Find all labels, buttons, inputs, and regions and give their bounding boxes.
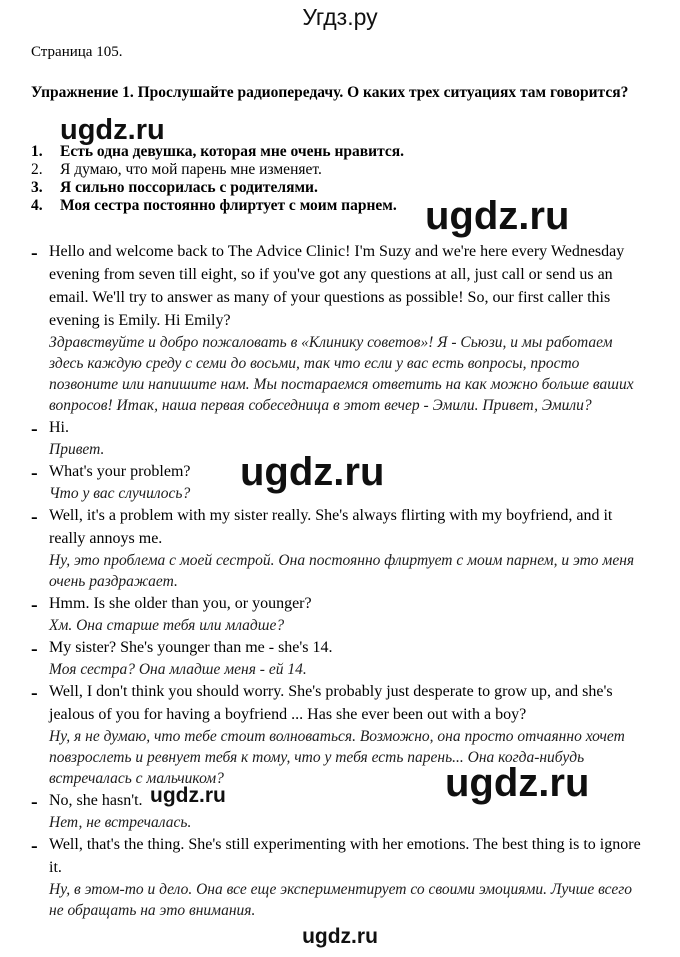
watermark: ugdz.ru <box>60 114 165 146</box>
dash-marker: - <box>31 638 38 660</box>
watermark: ugdz.ru <box>150 784 226 807</box>
english-line: Well, it's a problem with my sister really. She's always flirting with my boyfriend, and it really annoys me. <box>49 507 613 547</box>
english-line: Well, I don't think you should worry. She's probably just desperate to grow up, and she's jealous of you for having a boyfriend ... Has she ever been out with a boy? <box>49 683 613 723</box>
option-text: Я думаю, что мой парень мне изменяет. <box>60 161 322 178</box>
english-line: Hi. <box>49 419 69 436</box>
dash-marker: - <box>31 506 38 528</box>
watermark: ugdz.ru <box>425 194 570 238</box>
dialogue-turn <box>31 240 643 416</box>
dash-marker: - <box>31 594 38 616</box>
exercise-title: Упражнение 1. Прослушайте радиопередачу. О каких трех ситуациях там говорится? <box>31 84 629 101</box>
english-line: No, she hasn't. <box>49 792 143 809</box>
watermark: ugdz.ru <box>240 450 385 494</box>
dash-marker: - <box>31 835 38 857</box>
russian-translation: Хм. Она старше тебя или младше? <box>49 617 285 634</box>
site-footer[interactable]: ugdz.ru <box>302 925 378 948</box>
russian-translation: Ну, это проблема с моей сестрой. Она постоянно флиртует с моим парнем, и это меня очень раздражает. <box>49 552 635 590</box>
dash-marker: - <box>31 242 38 264</box>
russian-translation: Здравствуйте и добро пожаловать в «Клинику советов»! Я - Сьюзи, и мы работаем здесь каждую среду с семи до восьми, так что если у вас есть вопросы, просто позвоните или напишите нам. Мы постараемся ответить на как можно больше ваших вопросов! Итак, наша первая собеседница в этот вечер - Эмили. Привет, Эмили? <box>49 334 634 414</box>
russian-translation: Что у вас случилось? <box>49 485 191 502</box>
option-text: Я сильно поссорилась с родителями. <box>60 179 318 196</box>
dash-marker: - <box>31 418 38 440</box>
option-number: 1. <box>31 143 43 160</box>
option-text: Моя сестра постоянно флиртует с моим парнем. <box>60 197 397 214</box>
dash-marker: - <box>31 791 38 813</box>
russian-translation: Нет, не встречалась. <box>49 814 192 831</box>
site-header[interactable]: Угдз.ру <box>302 4 378 30</box>
page-label: Страница 105. <box>31 44 123 60</box>
dash-marker: - <box>31 462 38 484</box>
option-item <box>31 161 651 179</box>
watermark: ugdz.ru <box>445 761 590 805</box>
russian-translation: Моя сестра? Она младше меня - ей 14. <box>49 661 307 678</box>
dialogue-turn <box>31 592 643 636</box>
english-line: Hello and welcome back to The Advice Clinic! I'm Suzy and we're here every Wednesday evening from seven till eight, so if you've got any questions at all, just call or send us an email. We'll try to answer as many of your questions as possible! So, our first caller this evening is Emily. Hi Emily? <box>49 243 625 329</box>
russian-translation: Ну, я не думаю, что тебе стоит волноваться. Возможно, она просто отчаянно хочет повзрослеть и ревнует тебя к тому, что у тебя есть парень... Она когда-нибудь встречалась с мальчиком? <box>49 728 625 787</box>
english-line: Well, that's the thing. She's still experimenting with her emotions. The best thing is to ignore it. <box>49 836 641 876</box>
english-line: What's your problem? <box>49 463 191 480</box>
dialogue-turn <box>31 636 643 680</box>
dialogue-turn <box>31 833 643 921</box>
russian-translation: Ну, в этом-то и дело. Она все еще экспериментирует со своими эмоциями. Лучше всего не обращать на это внимания. <box>49 881 632 919</box>
option-text: Есть одна девушка, которая мне очень нравится. <box>60 143 405 160</box>
english-line: My sister? She's younger than me - she's 14. <box>49 639 333 656</box>
option-number: 2. <box>31 161 43 178</box>
option-number: 4. <box>31 197 43 214</box>
dash-marker: - <box>31 682 38 704</box>
dialogue-transcript <box>31 240 643 921</box>
russian-translation: Привет. <box>49 441 105 458</box>
english-line: Hmm. Is she older than you, or younger? <box>49 595 312 612</box>
option-number: 3. <box>31 179 43 196</box>
dialogue-turn <box>31 504 643 592</box>
